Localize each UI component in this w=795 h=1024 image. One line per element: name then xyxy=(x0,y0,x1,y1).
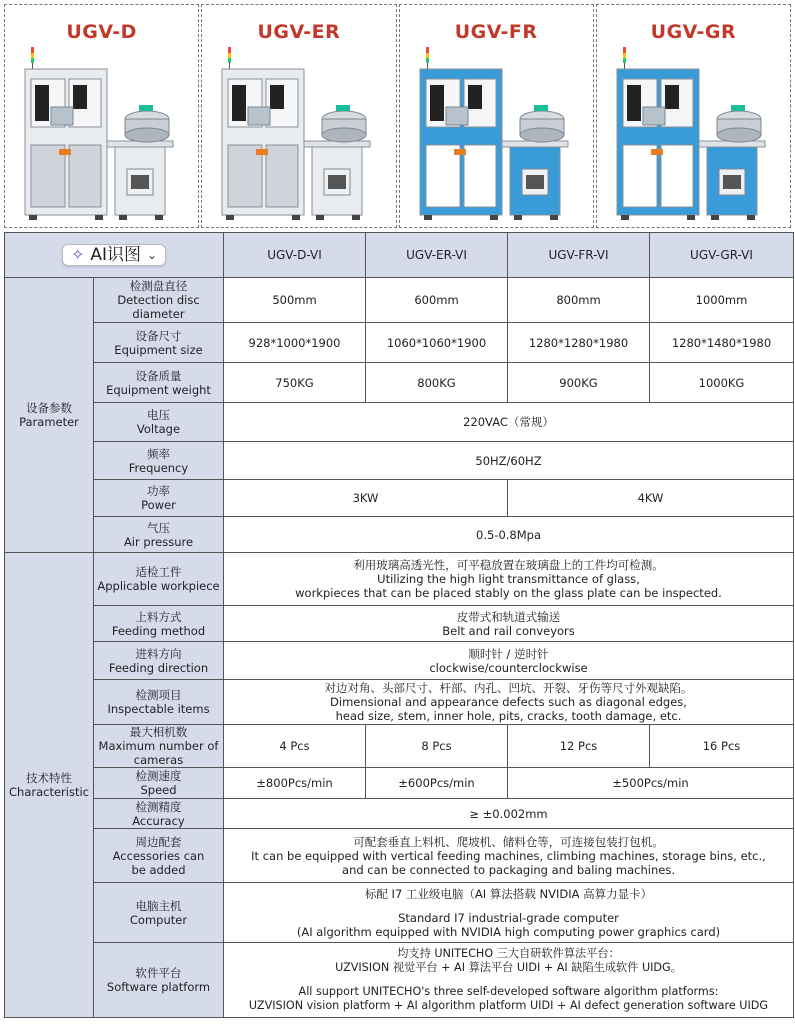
label-zh: 最大相机数 xyxy=(129,725,188,739)
row-label xyxy=(94,606,224,642)
row-label xyxy=(94,480,224,517)
category-zh: 技术特性 xyxy=(26,771,72,785)
label-en: Detection disc diameter xyxy=(117,293,200,321)
cell: ≥ ±0.002mm xyxy=(224,799,794,829)
row-label xyxy=(94,517,224,553)
machine-image xyxy=(615,45,775,223)
cell: 16 Pcs xyxy=(650,725,794,768)
cell: 4KW xyxy=(508,480,794,517)
label-zh: 检测速度 xyxy=(135,769,182,783)
product-title: UGV-GR xyxy=(650,21,737,43)
row-label xyxy=(94,642,224,680)
label-zh: 检测盘直径 xyxy=(129,279,188,293)
label-en: Applicable workpiece xyxy=(97,579,220,593)
cell: 3KW xyxy=(224,480,508,517)
table-row xyxy=(5,829,794,883)
product-title: UGV-FR xyxy=(454,21,538,43)
cell xyxy=(224,883,794,943)
label-zh: 设备质量 xyxy=(135,368,182,383)
machine-image xyxy=(418,45,578,223)
machine-image xyxy=(23,45,183,223)
label-zh: 气压 xyxy=(147,520,170,535)
cell: ±800Pcs/min xyxy=(224,768,366,799)
cell: 1000mm xyxy=(650,278,794,323)
category-en: Characteristic xyxy=(9,785,89,799)
cell: 50HZ/60HZ xyxy=(224,442,794,480)
cell: 900KG xyxy=(508,363,650,403)
cell-line: Standard I7 industrial-grade computer xyxy=(398,910,619,925)
spec-table xyxy=(4,232,794,1018)
table-row xyxy=(5,799,794,829)
ai-chip-label: AI识图 xyxy=(90,245,141,265)
cell-line: All support UNITECHO's three self-developed software algorithm platforms: xyxy=(298,985,719,998)
cell-line: Utilizing the high light transmittance of glass, xyxy=(377,572,640,586)
label-zh: 电压 xyxy=(147,408,170,422)
ai-recognize-button[interactable] xyxy=(62,244,166,266)
table-row xyxy=(5,642,794,680)
label-en: Power xyxy=(141,498,176,512)
label-en: Equipment size xyxy=(114,342,203,357)
category-characteristic xyxy=(5,553,94,1018)
cell xyxy=(224,553,794,606)
product-title: UGV-D xyxy=(66,21,137,43)
table-row xyxy=(5,606,794,642)
category-zh: 设备参数 xyxy=(26,401,72,415)
label-en: Feeding method xyxy=(111,623,206,638)
cell-line: It can be equipped with vertical feeding machines, climbing machines, storage bins, etc., xyxy=(251,848,766,863)
table-row xyxy=(5,883,794,943)
cell-line: clockwise/counterclockwise xyxy=(429,660,588,675)
product-gallery xyxy=(4,4,791,228)
product-title: UGV-ER xyxy=(257,21,341,43)
sparkle-icon: ✧ xyxy=(70,245,85,264)
table-header-row xyxy=(5,233,794,278)
table-row xyxy=(5,517,794,553)
cell: ±600Pcs/min xyxy=(366,768,508,799)
label-zh: 上料方式 xyxy=(135,609,182,624)
cell-line: 顺时针 / 逆时针 xyxy=(468,646,549,661)
label-zh: 周边配套 xyxy=(135,834,182,849)
label-en: Voltage xyxy=(136,422,181,436)
product-card xyxy=(4,4,199,228)
label-en: Feeding direction xyxy=(108,660,209,675)
cell-line: 均支持 UNITECHO 三大自研软件算法平台： xyxy=(397,947,620,960)
cell: 1000KG xyxy=(650,363,794,403)
product-card xyxy=(399,4,594,228)
cell: 500mm xyxy=(224,278,366,323)
category-parameter xyxy=(5,278,94,553)
row-label xyxy=(94,403,224,442)
row-label xyxy=(94,829,224,883)
row-label xyxy=(94,725,224,768)
label-en: Software platform xyxy=(106,980,211,994)
row-label xyxy=(94,553,224,606)
cell: 220VAC（常规） xyxy=(224,403,794,442)
label-en: Air pressure xyxy=(123,534,194,549)
label-en: Speed xyxy=(140,783,177,797)
cell-line: (AI algorithm equipped with NVIDIA high computing power graphics card) xyxy=(296,924,721,939)
label-zh: 电脑主机 xyxy=(135,898,182,913)
label-zh: 检测项目 xyxy=(135,688,182,702)
label-en: Maximum number of cameras xyxy=(98,739,219,767)
cell xyxy=(224,642,794,680)
table-row xyxy=(5,768,794,799)
table-row xyxy=(5,363,794,403)
cell-line: head size, stem, inner hole, pits, cracks, tooth damage, etc. xyxy=(335,709,682,723)
label-zh: 功率 xyxy=(147,484,170,498)
label-en: be added xyxy=(131,862,186,877)
model-header: UGV-D-VI xyxy=(224,233,366,278)
cell xyxy=(224,943,794,1018)
label-zh: 适检工件 xyxy=(135,565,182,579)
cell-line: 对边对角、头部尺寸、杆部、内孔、凹坑、开裂、牙伤等尺寸外观缺陷。 xyxy=(324,681,693,695)
cell: 1280*1480*1980 xyxy=(650,323,794,363)
row-label xyxy=(94,883,224,943)
label-zh: 进料方向 xyxy=(135,646,182,661)
model-header: UGV-ER-VI xyxy=(366,233,508,278)
cell: 0.5-0.8Mpa xyxy=(224,517,794,553)
cell: 800mm xyxy=(508,278,650,323)
table-row xyxy=(5,553,794,606)
cell xyxy=(224,606,794,642)
table-row xyxy=(5,442,794,480)
label-en: Frequency xyxy=(128,460,189,475)
row-label xyxy=(94,768,224,799)
label-en: Accuracy xyxy=(132,813,185,828)
cell-line: UZVISION 视觉平台 + AI 算法平台 UIDI + AI 缺陷生成软件 UIDG。 xyxy=(335,961,682,974)
cell: ±500Pcs/min xyxy=(508,768,794,799)
cell: 1060*1060*1900 xyxy=(366,323,508,363)
model-header: UGV-FR-VI xyxy=(508,233,650,278)
table-row xyxy=(5,680,794,725)
category-en: Parameter xyxy=(19,415,79,429)
model-header: UGV-GR-VI xyxy=(650,233,794,278)
cell xyxy=(224,829,794,883)
cell: 4 Pcs xyxy=(224,725,366,768)
row-label xyxy=(94,363,224,403)
cell-line: Dimensional and appearance defects such as diagonal edges, xyxy=(330,695,687,709)
chevron-down-icon: ⌄ xyxy=(147,248,158,262)
cell-line: 皮带式和轨道式输送 xyxy=(456,609,561,624)
row-label xyxy=(94,680,224,725)
cell-line: 利用玻璃高透光性，可平稳放置在玻璃盘上的工件均可检测。 xyxy=(353,558,664,572)
cell: 750KG xyxy=(224,363,366,403)
label-zh: 检测精度 xyxy=(135,799,182,814)
table-row xyxy=(5,943,794,1018)
cell: 928*1000*1900 xyxy=(224,323,366,363)
label-zh: 频率 xyxy=(147,446,170,461)
table-row xyxy=(5,278,794,323)
cell-line: 标配 I7 工业级电脑（AI 算法搭载 NVIDIA 高算力显卡） xyxy=(364,886,653,901)
cell: 1280*1280*1980 xyxy=(508,323,650,363)
table-row xyxy=(5,725,794,768)
label-en: Equipment weight xyxy=(106,382,211,397)
label-zh: 软件平台 xyxy=(135,966,182,980)
row-label xyxy=(94,943,224,1018)
cell: 12 Pcs xyxy=(508,725,650,768)
cell-line: and can be connected to packaging and baling machines. xyxy=(342,862,675,877)
cell: 600mm xyxy=(366,278,508,323)
product-card xyxy=(201,4,396,228)
table-row xyxy=(5,403,794,442)
table-row xyxy=(5,480,794,517)
cell: 8 Pcs xyxy=(366,725,508,768)
label-en: Computer xyxy=(129,912,188,927)
cell: 800KG xyxy=(366,363,508,403)
cell xyxy=(224,680,794,725)
label-en: Inspectable items xyxy=(107,702,210,716)
label-en: Accessories can xyxy=(112,848,205,863)
header-corner xyxy=(5,233,224,278)
row-label xyxy=(94,278,224,323)
product-card xyxy=(596,4,791,228)
cell-line: UZVISION vision platform + AI algorithm platform UIDI + AI defect generation software UIDG xyxy=(248,999,769,1012)
table-row xyxy=(5,323,794,363)
row-label xyxy=(94,442,224,480)
cell-line: workpieces that can be placed stably on the glass plate can be inspected. xyxy=(295,586,722,600)
row-label xyxy=(94,799,224,829)
label-zh: 设备尺寸 xyxy=(135,328,182,343)
row-label xyxy=(94,323,224,363)
machine-image xyxy=(220,45,380,223)
cell-line: Belt and rail conveyors xyxy=(442,623,575,638)
cell-line: 可配套垂直上料机、爬坡机、储料仓等，可连接包装打包机。 xyxy=(353,834,664,849)
